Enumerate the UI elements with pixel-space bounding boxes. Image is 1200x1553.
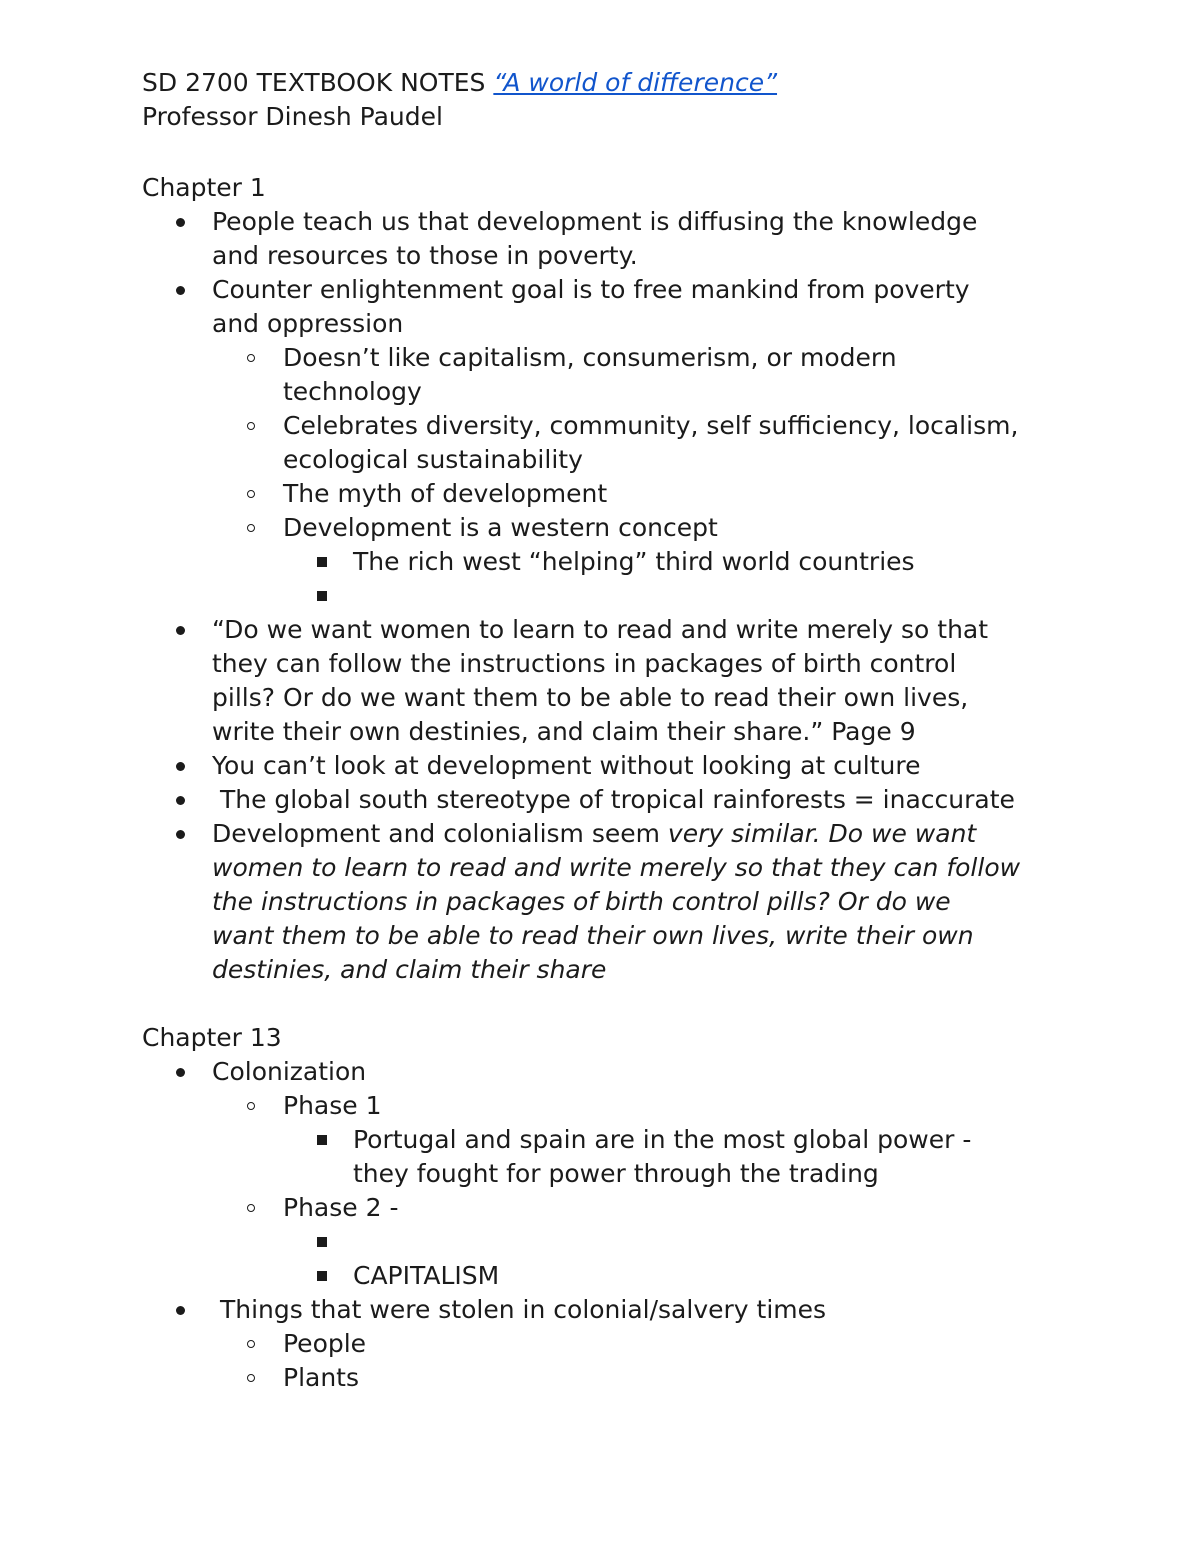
list-item-text: Plants: [283, 1363, 360, 1392]
list-item: [142, 783, 1102, 817]
list-item: [142, 1225, 1102, 1259]
list-item: [142, 579, 1102, 613]
list-item-text: pills? Or do we want them to be able to read their own lives,: [212, 683, 969, 712]
list-item-text-italic: want them to be able to read their own lives, write their own: [212, 921, 974, 950]
spacer: [142, 987, 1102, 1021]
list-item: [142, 205, 1102, 273]
list-item-text: People teach us that development is diffusing the knowledge: [212, 207, 978, 236]
bullet-square-icon: [312, 579, 332, 613]
list-item-text: they fought for power through the trading: [353, 1159, 879, 1188]
chapter-13-list: [142, 1055, 1102, 1395]
list-item-text: Phase 2 -: [283, 1193, 399, 1222]
chapter-1-list: [142, 205, 1102, 987]
bullet-circle-icon: [241, 409, 261, 443]
bullet-disc-icon: [170, 273, 190, 307]
bullet-square-icon: [312, 1225, 332, 1259]
list-item: [142, 409, 1102, 477]
list-item-text: Colonization: [212, 1057, 367, 1086]
list-item: [142, 1361, 1102, 1395]
list-item: [142, 1259, 1102, 1293]
chapter-1-heading: Chapter 1: [142, 173, 266, 202]
list-item-text: The global south stereotype of tropical rainforests = inaccurate: [212, 785, 1015, 814]
list-item-text: technology: [283, 377, 422, 406]
list-item-text-italic: very similar. Do we want: [667, 819, 977, 848]
list-item-text: “Do we want women to learn to read and write merely so that: [212, 615, 989, 644]
list-item-text: [353, 1225, 1102, 1259]
list-item: [142, 1055, 1102, 1089]
list-item-text-italic: destinies, and claim their share: [212, 955, 607, 984]
list-item-text: Doesn’t like capitalism, consumerism, or modern: [283, 343, 897, 372]
list-item-text: Counter enlightenment goal is to free mankind from poverty: [212, 275, 970, 304]
bullet-circle-icon: [241, 341, 261, 375]
list-item-text-italic: women to learn to read and write merely so that they can follow: [212, 853, 1021, 882]
document-title: [142, 66, 1102, 100]
bullet-disc-icon: [170, 613, 190, 647]
list-item: [142, 1191, 1102, 1225]
list-item-text: CAPITALISM: [353, 1261, 500, 1290]
bullet-circle-icon: [241, 1089, 261, 1123]
list-item-text: [212, 817, 1102, 851]
list-item: [142, 477, 1102, 511]
title-prefix: SD 2700 TEXTBOOK NOTES: [142, 68, 494, 97]
list-item: [142, 341, 1102, 409]
list-item: [142, 273, 1102, 341]
list-item-text: The rich west “helping” third world countries: [353, 547, 915, 576]
list-item: [142, 545, 1102, 579]
bullet-disc-icon: [170, 1055, 190, 1089]
list-item-text: write their own destinies, and claim their share.” Page 9: [212, 717, 916, 746]
bullet-disc-icon: [170, 783, 190, 817]
bullet-disc-icon: [170, 205, 190, 239]
book-title-link[interactable]: “A world of difference”: [493, 68, 778, 97]
list-item-text: and resources to those in poverty.: [212, 241, 638, 270]
list-item-text: Development is a western concept: [283, 513, 718, 542]
list-item-text-plain: Development and colonialism seem: [212, 819, 668, 848]
list-item: [142, 613, 1102, 749]
bullet-square-icon: [312, 1123, 332, 1157]
bullet-circle-icon: [241, 1361, 261, 1395]
bullet-circle-icon: [241, 1191, 261, 1225]
list-item: [142, 1327, 1102, 1361]
bullet-disc-icon: [170, 817, 190, 851]
chapter-13-heading: Chapter 13: [142, 1023, 282, 1052]
bullet-disc-icon: [170, 1293, 190, 1327]
bullet-disc-icon: [170, 749, 190, 783]
list-item-text: Things that were stolen in colonial/salvery times: [212, 1295, 827, 1324]
list-item-text: Phase 1: [283, 1091, 382, 1120]
list-item-text: and oppression: [212, 309, 404, 338]
list-item: [142, 1123, 1102, 1191]
list-item-text-italic: the instructions in packages of birth control pills? Or do we: [212, 887, 951, 916]
bullet-circle-icon: [241, 511, 261, 545]
list-item-text: Celebrates diversity, community, self sufficiency, localism,: [283, 411, 1019, 440]
list-item: [142, 1089, 1102, 1123]
bullet-square-icon: [312, 545, 332, 579]
list-item: [142, 817, 1102, 987]
document-page: [142, 66, 1102, 1395]
spacer: [142, 134, 1102, 171]
list-item: [142, 749, 1102, 783]
list-item-text: they can follow the instructions in packages of birth control: [212, 649, 957, 678]
bullet-circle-icon: [241, 1327, 261, 1361]
list-item-text: [353, 579, 1102, 613]
list-item-text: People: [283, 1329, 367, 1358]
list-item-text: ecological sustainability: [283, 445, 583, 474]
list-item-text: Portugal and spain are in the most global power -: [353, 1125, 972, 1154]
list-item: [142, 1293, 1102, 1327]
professor-name: Professor Dinesh Paudel: [142, 102, 443, 131]
list-item-text: The myth of development: [283, 479, 608, 508]
list-item-text: You can’t look at development without looking at culture: [212, 751, 921, 780]
bullet-square-icon: [312, 1259, 332, 1293]
bullet-circle-icon: [241, 477, 261, 511]
list-item: [142, 511, 1102, 545]
